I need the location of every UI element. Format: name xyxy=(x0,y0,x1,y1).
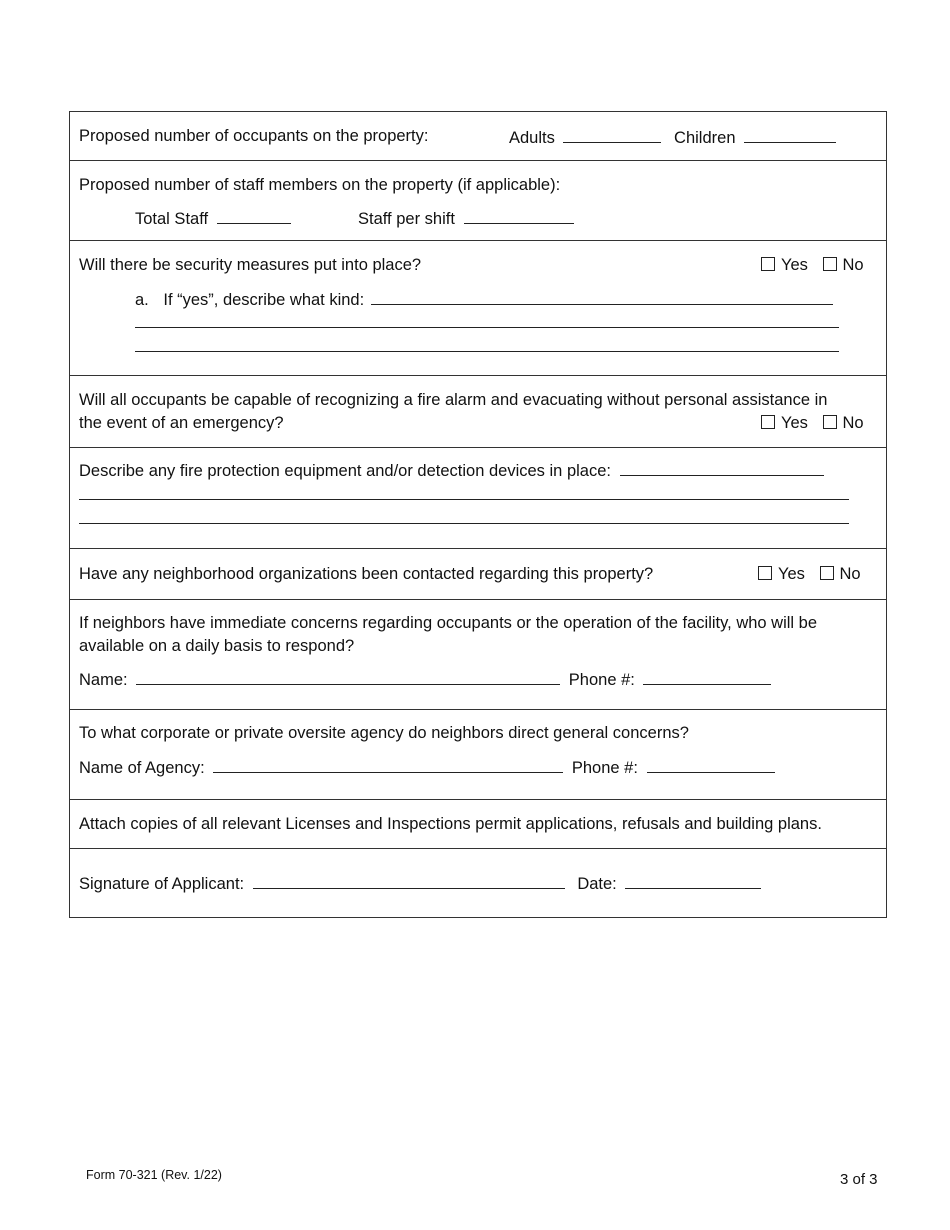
contact-name-field[interactable] xyxy=(136,669,560,685)
occupants-row xyxy=(70,112,886,161)
page-number: 3 of 3 xyxy=(840,1171,878,1188)
agency-phone-label: Phone #: xyxy=(571,759,638,777)
checkbox-icon xyxy=(761,415,775,429)
signature-label: Signature of Applicant: xyxy=(79,875,245,893)
total-staff-label: Total Staff xyxy=(135,210,209,228)
security-describe-field[interactable] xyxy=(371,289,833,305)
form-table xyxy=(69,111,887,918)
total-staff-field[interactable] xyxy=(217,208,291,224)
children-label: Children xyxy=(674,129,736,147)
evacuation-no-option[interactable] xyxy=(823,414,864,432)
checkbox-icon xyxy=(758,566,772,580)
security-sub-label: If “yes”, describe what kind: xyxy=(163,291,365,309)
evacuation-yes-no xyxy=(761,414,864,433)
contact-phone-field[interactable] xyxy=(643,669,771,685)
checkbox-icon xyxy=(820,566,834,580)
agency-row xyxy=(70,710,886,800)
evacuation-yes-option[interactable] xyxy=(761,414,808,432)
no-label: No xyxy=(842,256,864,274)
checkbox-icon xyxy=(823,415,837,429)
security-sub-marker: a. xyxy=(135,291,149,309)
checkbox-icon xyxy=(823,257,837,271)
agency-name-field[interactable] xyxy=(213,757,563,773)
attach-text: Attach copies of all relevant Licenses and Inspections permit applications, refusals and building plans. xyxy=(79,815,822,833)
yes-label: Yes xyxy=(781,414,808,432)
agency-phone-field[interactable] xyxy=(647,757,775,773)
adults-label: Adults xyxy=(509,129,555,147)
agency-name-label: Name of Agency: xyxy=(79,759,205,777)
checkbox-icon xyxy=(761,257,775,271)
children-field[interactable] xyxy=(744,127,836,143)
staff-per-shift-field[interactable] xyxy=(464,208,574,224)
contact-row xyxy=(70,600,886,710)
staff-per-shift-label: Staff per shift xyxy=(358,210,455,228)
yes-label: Yes xyxy=(781,256,808,274)
contact-question-line1: If neighbors have immediate concerns regarding occupants or the operation of the facility, who will be xyxy=(79,614,818,632)
security-describe-line-3[interactable] xyxy=(135,336,839,352)
attach-row xyxy=(70,800,886,849)
form-number: Form 70-321 (Rev. 1/22) xyxy=(86,1168,222,1182)
neighborhood-row xyxy=(70,549,886,600)
adults-field[interactable] xyxy=(563,127,661,143)
evacuation-question-line2: the event of an emergency? xyxy=(79,414,284,432)
contact-question-line2: available on a daily basis to respond? xyxy=(79,637,355,655)
contact-phone-label: Phone #: xyxy=(568,671,635,689)
no-label: No xyxy=(839,565,861,583)
date-field[interactable] xyxy=(625,873,761,889)
contact-name-label: Name: xyxy=(79,671,128,689)
security-row xyxy=(70,241,886,376)
signature-field[interactable] xyxy=(253,873,565,889)
security-yes-option[interactable] xyxy=(761,256,808,274)
date-label: Date: xyxy=(577,875,617,893)
yes-label: Yes xyxy=(778,565,805,583)
agency-question: To what corporate or private oversite agency do neighbors direct general concerns? xyxy=(79,724,689,742)
fire-protection-line-3[interactable] xyxy=(79,508,849,524)
security-question: Will there be security measures put into place? xyxy=(79,256,422,274)
evacuation-question-line1: Will all occupants be capable of recognizing a fire alarm and evacuating without personal assistance in xyxy=(79,391,828,409)
staff-label: Proposed number of staff members on the property (if applicable): xyxy=(79,176,561,194)
fire-protection-label: Describe any fire protection equipment and/or detection devices in place: xyxy=(79,462,611,480)
evacuation-row xyxy=(70,376,886,448)
signature-row xyxy=(70,849,886,917)
neighborhood-yes-option[interactable] xyxy=(758,565,805,583)
security-yes-no xyxy=(761,256,864,275)
no-label: No xyxy=(842,414,864,432)
occupants-label: Proposed number of occupants on the property: xyxy=(79,127,429,145)
fire-protection-line-2[interactable] xyxy=(79,484,849,500)
fire-protection-field[interactable] xyxy=(620,460,824,476)
neighborhood-no-option[interactable] xyxy=(820,565,861,583)
neighborhood-yes-no xyxy=(758,565,861,584)
security-no-option[interactable] xyxy=(823,256,864,274)
security-describe-line-2[interactable] xyxy=(135,312,839,328)
neighborhood-question: Have any neighborhood organizations been contacted regarding this property? xyxy=(79,565,654,583)
staff-row xyxy=(70,161,886,241)
fire-protection-row xyxy=(70,448,886,549)
